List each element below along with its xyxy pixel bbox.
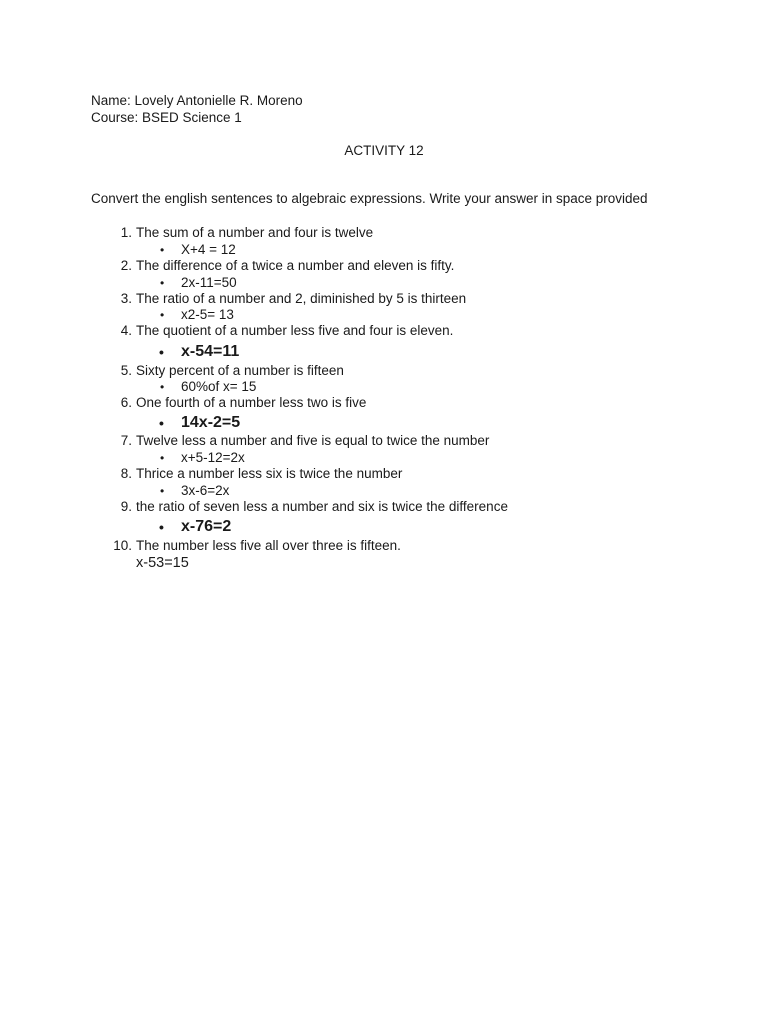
question-6 bbox=[120, 395, 367, 411]
answer-7 bbox=[160, 450, 245, 466]
question-3 bbox=[120, 291, 467, 307]
question-text: Sixty percent of a number is fifteen bbox=[136, 363, 344, 378]
answer-5 bbox=[160, 379, 257, 395]
question-2 bbox=[120, 258, 455, 274]
answer-text: X+4 = 12 bbox=[181, 242, 236, 257]
bullet-icon: • bbox=[159, 519, 164, 535]
student-course: Course: BSED Science 1 bbox=[91, 110, 242, 125]
question-5 bbox=[120, 363, 344, 379]
question-8 bbox=[120, 466, 403, 482]
answer-6 bbox=[159, 413, 241, 433]
bullet-icon: • bbox=[160, 451, 165, 465]
question-text: The number less five all over three is fifteen. bbox=[136, 538, 401, 553]
question-text: The difference of a twice a number and eleven is fifty. bbox=[136, 258, 455, 273]
answer-text: 60%of x= 15 bbox=[181, 379, 257, 394]
answer-text: x2-5= 13 bbox=[181, 307, 234, 322]
question-10 bbox=[113, 538, 401, 554]
bullet-icon: • bbox=[160, 276, 165, 290]
question-text: One fourth of a number less two is five bbox=[136, 395, 367, 410]
bullet-icon: • bbox=[160, 308, 165, 322]
bullet-icon: • bbox=[159, 415, 164, 431]
question-9 bbox=[120, 499, 508, 515]
question-text: The quotient of a number less five and four is eleven. bbox=[136, 323, 454, 338]
question-number: 8. bbox=[120, 466, 132, 481]
answer-text: 14x-2=5 bbox=[181, 414, 241, 431]
answer-text: x-53=15 bbox=[136, 555, 189, 571]
question-text: Thrice a number less six is twice the number bbox=[136, 466, 403, 481]
question-number: 6. bbox=[120, 395, 132, 410]
answer-text: 2x-11=50 bbox=[181, 275, 237, 290]
question-7 bbox=[120, 433, 490, 449]
answer-text: x-76=2 bbox=[181, 518, 232, 535]
question-text: Twelve less a number and five is equal to twice the number bbox=[136, 433, 490, 448]
question-number: 2. bbox=[120, 258, 132, 273]
answer-2 bbox=[160, 275, 237, 291]
question-number: 9. bbox=[120, 499, 132, 514]
answer-9 bbox=[159, 517, 232, 537]
bullet-icon: • bbox=[159, 344, 164, 360]
activity-title bbox=[0, 143, 768, 159]
question-4 bbox=[120, 323, 454, 339]
question-number: 3. bbox=[120, 291, 132, 306]
question-text: The ratio of a number and 2, diminished by 5 is thirteen bbox=[136, 291, 467, 306]
answer-8 bbox=[160, 483, 230, 499]
question-text: the ratio of seven less a number and six is twice the difference bbox=[136, 499, 508, 514]
answer-4 bbox=[159, 342, 240, 362]
question-number: 10. bbox=[113, 538, 132, 553]
activity-title-text: ACTIVITY 12 bbox=[344, 143, 424, 158]
question-number: 5. bbox=[120, 363, 132, 378]
question-number: 7. bbox=[120, 433, 132, 448]
bullet-icon: • bbox=[160, 243, 165, 257]
answer-text: x-54=11 bbox=[181, 343, 240, 360]
answer-10 bbox=[136, 554, 189, 572]
question-number: 4. bbox=[120, 323, 132, 338]
bullet-icon: • bbox=[160, 484, 165, 498]
question-number: 1. bbox=[120, 225, 132, 240]
student-name: Name: Lovely Antonielle R. Moreno bbox=[91, 93, 303, 108]
answer-text: x+5-12=2x bbox=[181, 450, 245, 465]
question-1 bbox=[120, 225, 374, 241]
instructions: Convert the english sentences to algebraic expressions. Write your answer in space provided bbox=[91, 191, 648, 206]
answer-text: 3x-6=2x bbox=[181, 483, 230, 498]
answer-1 bbox=[160, 242, 236, 258]
bullet-icon: • bbox=[160, 380, 165, 394]
answer-3 bbox=[160, 307, 234, 323]
question-text: The sum of a number and four is twelve bbox=[136, 225, 374, 240]
